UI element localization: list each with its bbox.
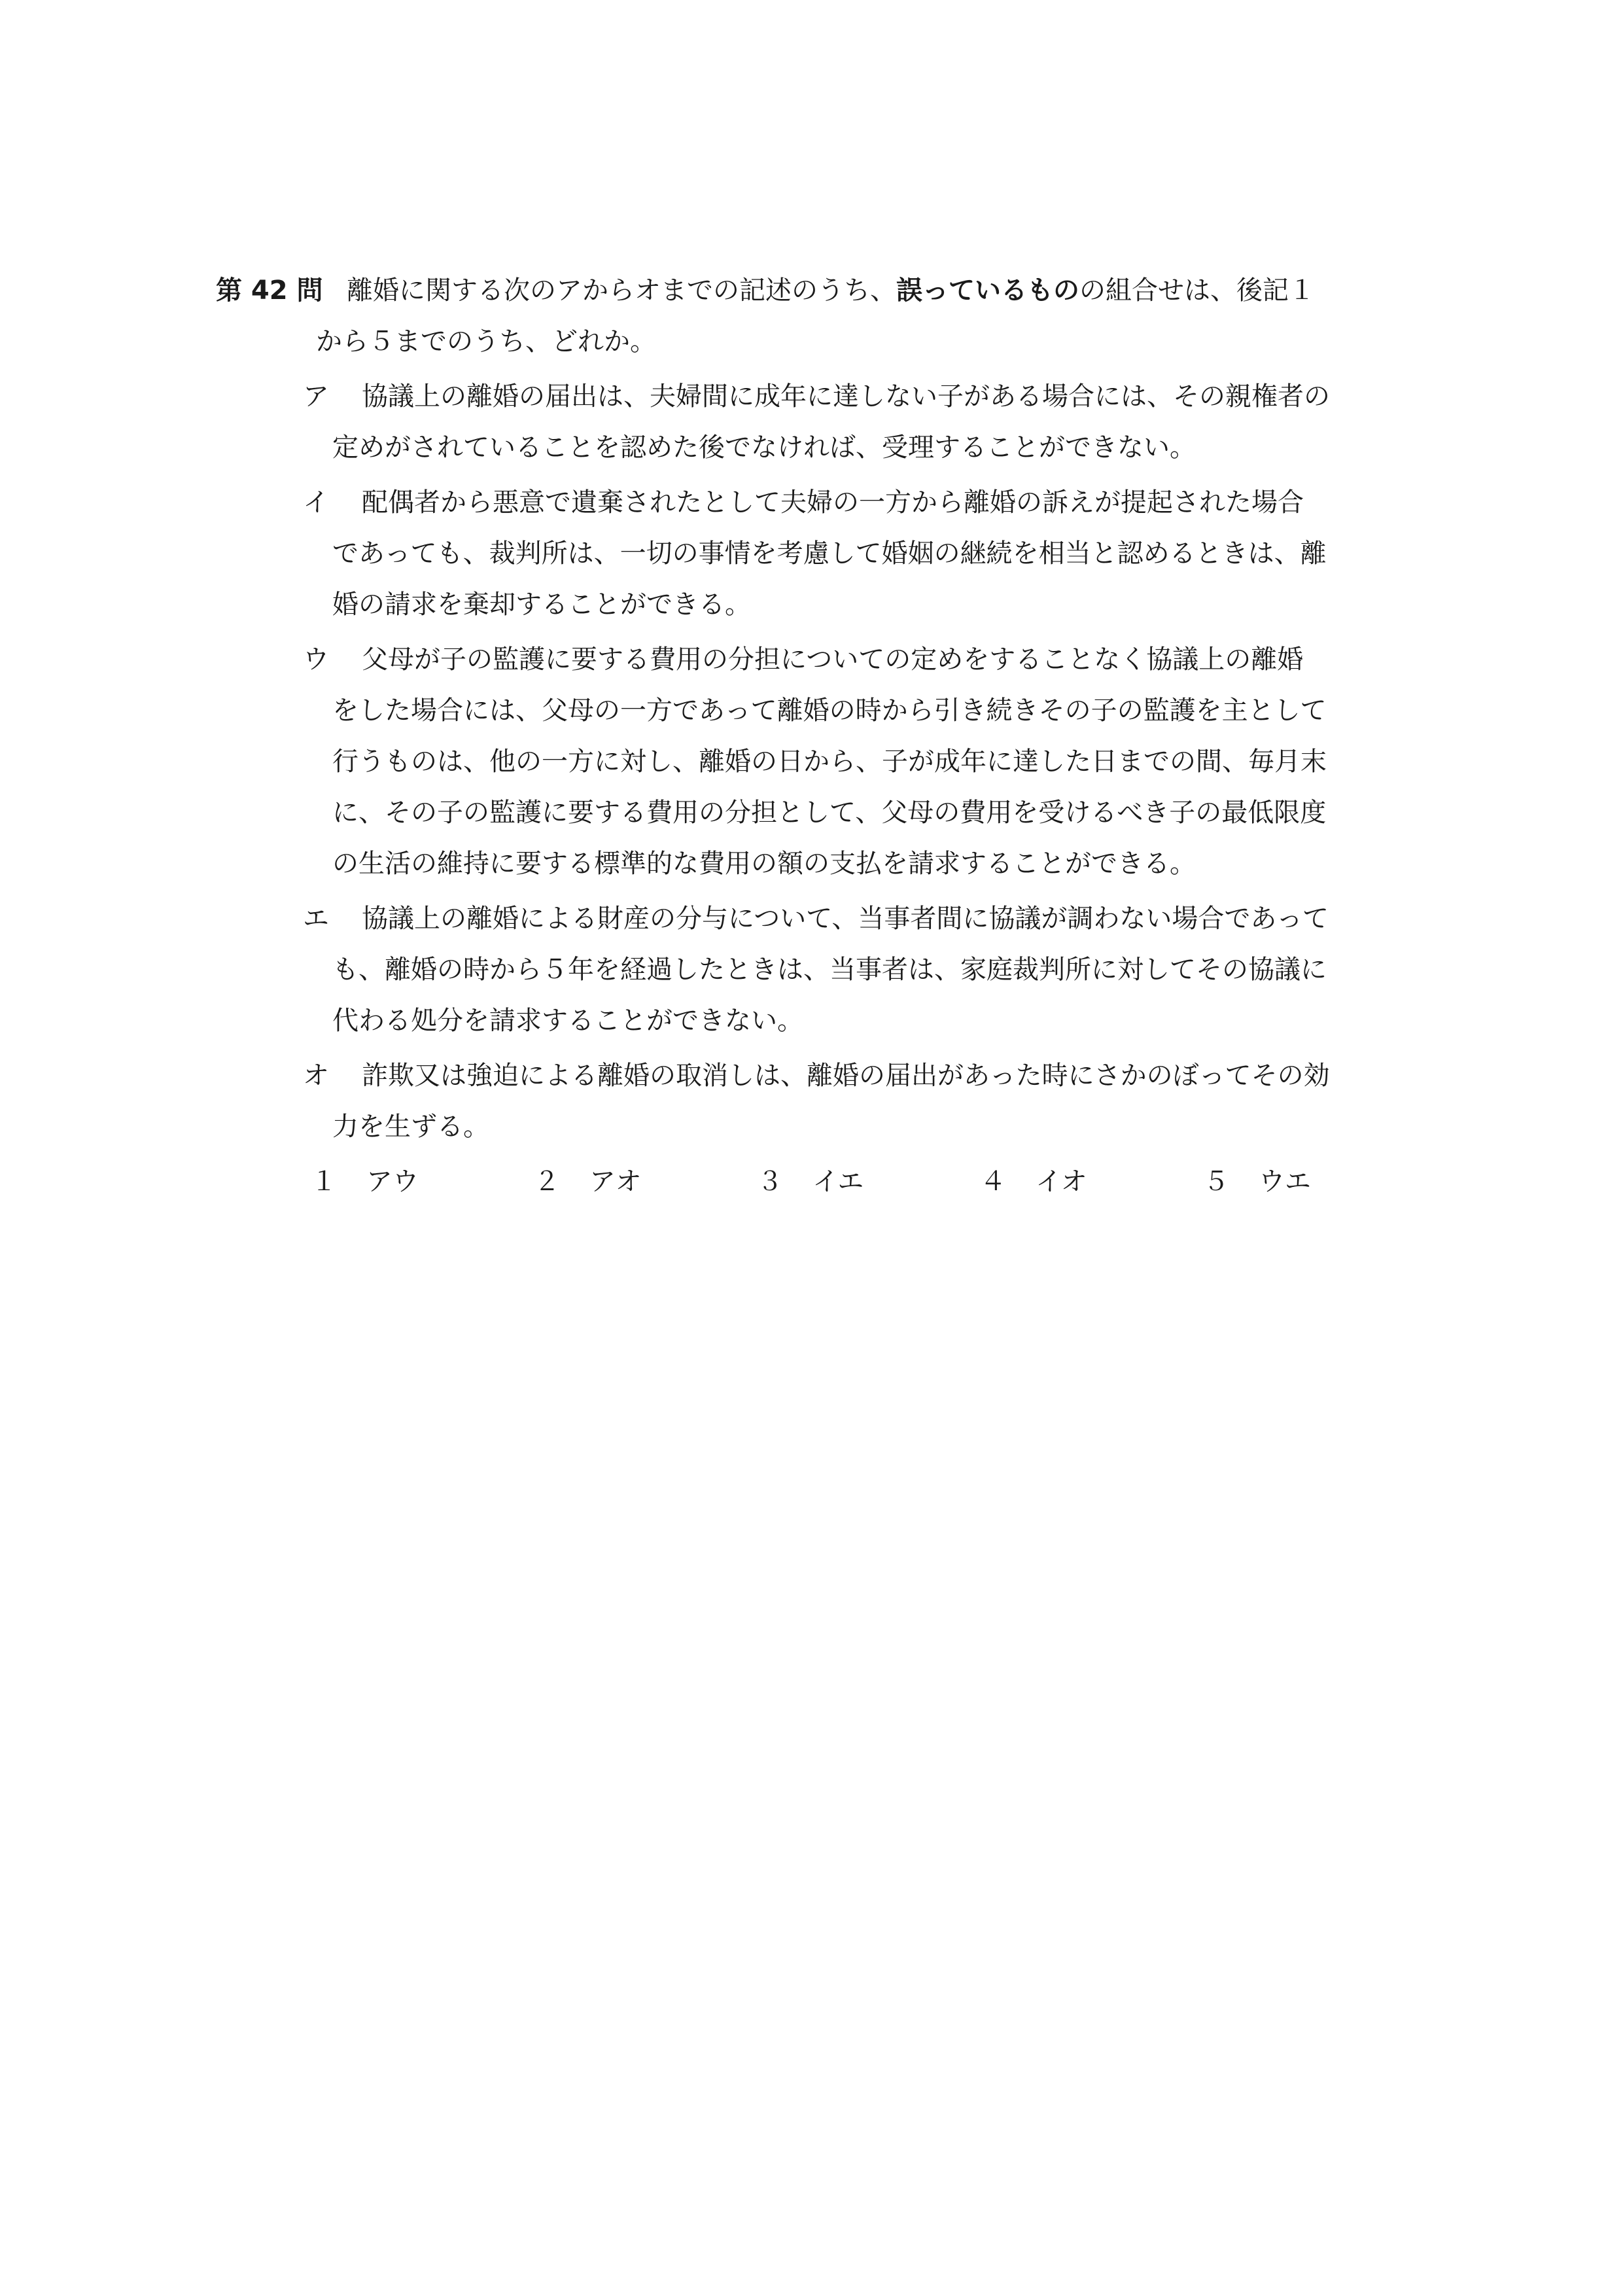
question-intro — [347, 265, 1315, 316]
choice-text: イエ — [812, 1167, 864, 1197]
choice-number: ３ — [757, 1167, 783, 1197]
statement-e — [216, 893, 1426, 1046]
choice-number: ２ — [534, 1167, 560, 1197]
answer-choices — [216, 1156, 1426, 1207]
question-intro-before: 離婚に関する次のアからオまでの記述のうち、 — [347, 275, 896, 306]
answer-choice-3 — [757, 1156, 980, 1207]
question-header — [216, 265, 1426, 316]
statement-label: オ — [303, 1061, 329, 1091]
statement-line: 代わる処分を請求することができない。 — [332, 1006, 803, 1036]
choice-number: ４ — [980, 1167, 1006, 1197]
choice-number: １ — [311, 1167, 337, 1197]
statement-line: に、その子の監護に要する費用の分担として、父母の費用を受けるべき子の最低限度 — [332, 798, 1327, 828]
answer-choice-5 — [1203, 1156, 1426, 1207]
statement-line: 力を生ずる。 — [332, 1112, 489, 1142]
question-intro-emphasis: 誤っているもの — [896, 275, 1079, 306]
statement-line: をした場合には、父母の一方であって離婚の時から引き続きその子の監護を主として — [332, 696, 1327, 726]
statement-i — [216, 477, 1426, 630]
statement-line: 配偶者から悪意で遺棄されたとして夫婦の一方から離婚の訴えが提起された場合 — [362, 487, 1304, 518]
answer-choice-4 — [980, 1156, 1203, 1207]
statement-line: 協議上の離婚の届出は、夫婦間に成年に達しない子がある場合には、その親権者の — [362, 381, 1330, 412]
question-intro-line2: から５までのうち、どれか。 — [316, 327, 656, 357]
statement-label: ア — [303, 381, 329, 412]
statement-line: 父母が子の監護に要する費用の分担についての定めをすることなく協議上の離婚 — [362, 645, 1304, 675]
choice-text: ウエ — [1259, 1167, 1311, 1197]
choice-number: ５ — [1203, 1167, 1229, 1197]
answer-choice-2 — [534, 1156, 757, 1207]
statement-u — [216, 634, 1426, 889]
question-intro-after: の組合せは、後記１ — [1079, 275, 1315, 306]
statement-line: も、離婚の時から５年を経過したときは、当事者は、家庭裁判所に対してその協議に — [332, 955, 1327, 985]
statement-label: ウ — [303, 645, 329, 675]
statement-o — [216, 1050, 1426, 1152]
question-number: 第 42 問 — [216, 275, 323, 306]
statement-label: イ — [303, 487, 329, 518]
statement-line: 詐欺又は強迫による離婚の取消しは、離婚の届出があった時にさかのぼってその効 — [362, 1061, 1330, 1091]
choice-text: イオ — [1036, 1167, 1087, 1197]
statement-line: であっても、裁判所は、一切の事情を考慮して婚姻の継続を相当と認めるときは、離 — [332, 539, 1327, 569]
choice-text: アウ — [366, 1167, 419, 1197]
question-block — [216, 265, 1426, 1207]
answer-choice-1 — [311, 1156, 534, 1207]
statement-line: 定めがされていることを認めた後でなければ、受理することができない。 — [332, 433, 1196, 463]
statement-line: の生活の維持に要する標準的な費用の額の支払を請求することができる。 — [332, 849, 1196, 879]
statement-line: 協議上の離婚による財産の分与について、当事者間に協議が調わない場合であって — [362, 904, 1329, 934]
statement-label: エ — [303, 904, 329, 934]
choice-text: アオ — [589, 1167, 642, 1197]
statement-line: 行うものは、他の一方に対し、離婚の日から、子が成年に達した日までの間、毎月末 — [332, 747, 1327, 777]
statement-line: 婚の請求を棄却することができる。 — [332, 590, 751, 620]
statement-a — [216, 371, 1426, 473]
